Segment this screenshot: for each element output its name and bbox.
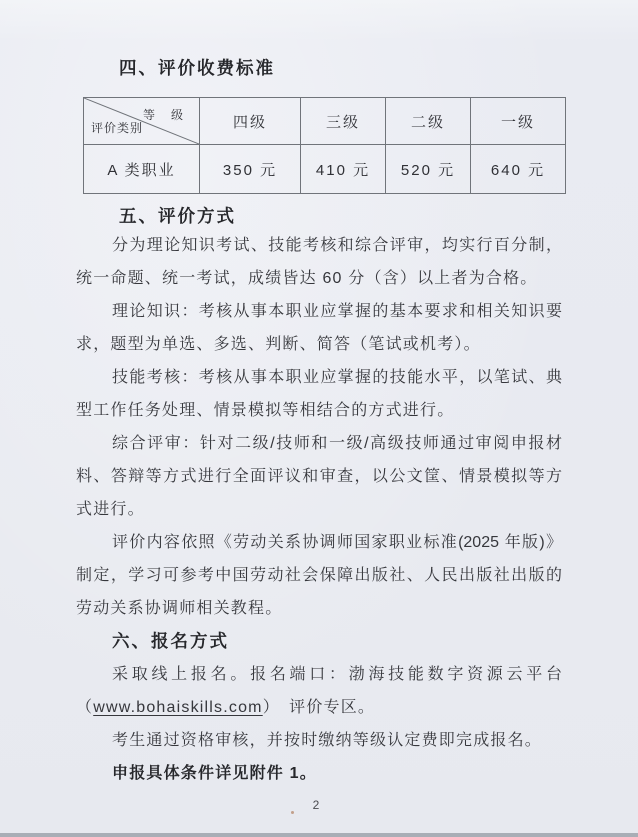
page-number: 2 xyxy=(312,798,320,812)
body-line: 求，题型为单选、多选、判断、简答（笔试或机考）。 xyxy=(76,336,481,353)
body-line: 评价内容依照《劳动关系协调师国家职业标准(2025 年版)》 xyxy=(112,534,562,551)
body-line: 式进行。 xyxy=(76,501,145,518)
table-corner-cell xyxy=(84,98,200,145)
fee-table-header-row xyxy=(84,98,566,145)
body-line: 劳动关系协调师相关教程。 xyxy=(76,600,283,617)
registration-url: www.bohaiskills.com xyxy=(93,699,263,716)
body-line: 料、答辩等方式进行全面评议和审查，以公文筐、情景模拟等方 xyxy=(76,468,562,485)
body-line: 技能考核：考核从事本职业应掌握的技能水平，以笔试、典 xyxy=(112,369,562,386)
corner-label-category: 评价类别 xyxy=(91,121,144,135)
body-line: 制定，学习可参考中国劳动社会保障出版社、人民出版社出版的 xyxy=(76,567,562,584)
url-prefix: （ xyxy=(76,699,94,716)
section-heading-method: 五、评价方式 xyxy=(119,206,236,226)
section-heading-signup: 六、报名方式 xyxy=(112,631,229,651)
fee-table-data-row xyxy=(84,145,566,194)
fee-value-level1: 640 元 xyxy=(471,145,566,194)
fee-value-level2: 520 元 xyxy=(386,145,471,194)
body-line: 采取线上报名。报名端口：渤海技能数字资源云平台 xyxy=(112,666,562,683)
corner-label-grade: 等 级 xyxy=(142,108,185,122)
fee-value-level3: 410 元 xyxy=(301,145,386,194)
fee-value-level4: 350 元 xyxy=(200,145,301,194)
body-line: 理论知识：考核从事本职业应掌握的基本要求和相关知识要 xyxy=(112,303,562,320)
attachment-note: 申报具体条件详见附件 1。 xyxy=(112,765,317,782)
scan-bottom-edge xyxy=(0,833,638,837)
section-heading-fee-standard: 四、评价收费标准 xyxy=(119,58,275,78)
body-line: 统一命题、统一考试，成绩皆达 60 分（含）以上者为合格。 xyxy=(76,270,538,287)
document-content xyxy=(76,0,562,790)
fee-table xyxy=(83,97,566,194)
column-header-level1: 一级 xyxy=(471,98,566,145)
body-line: 考生通过资格审核，并按时缴纳等级认定费即完成报名。 xyxy=(112,732,543,749)
body-line: 综合评审：针对二级/技师和一级/高级技师通过审阅申报材 xyxy=(112,435,562,452)
column-header-level2: 二级 xyxy=(386,98,471,145)
body-line-url xyxy=(76,691,562,724)
column-header-level3: 三级 xyxy=(301,98,386,145)
body-line: 型工作任务处理、情景模拟等相结合的方式进行。 xyxy=(76,402,455,419)
row-label-category-a: A 类职业 xyxy=(84,145,200,194)
column-header-level4: 四级 xyxy=(200,98,301,145)
body-line: 分为理论知识考试、技能考核和综合评审，均实行百分制， xyxy=(112,237,562,254)
url-suffix: ） 评价专区。 xyxy=(262,699,376,716)
